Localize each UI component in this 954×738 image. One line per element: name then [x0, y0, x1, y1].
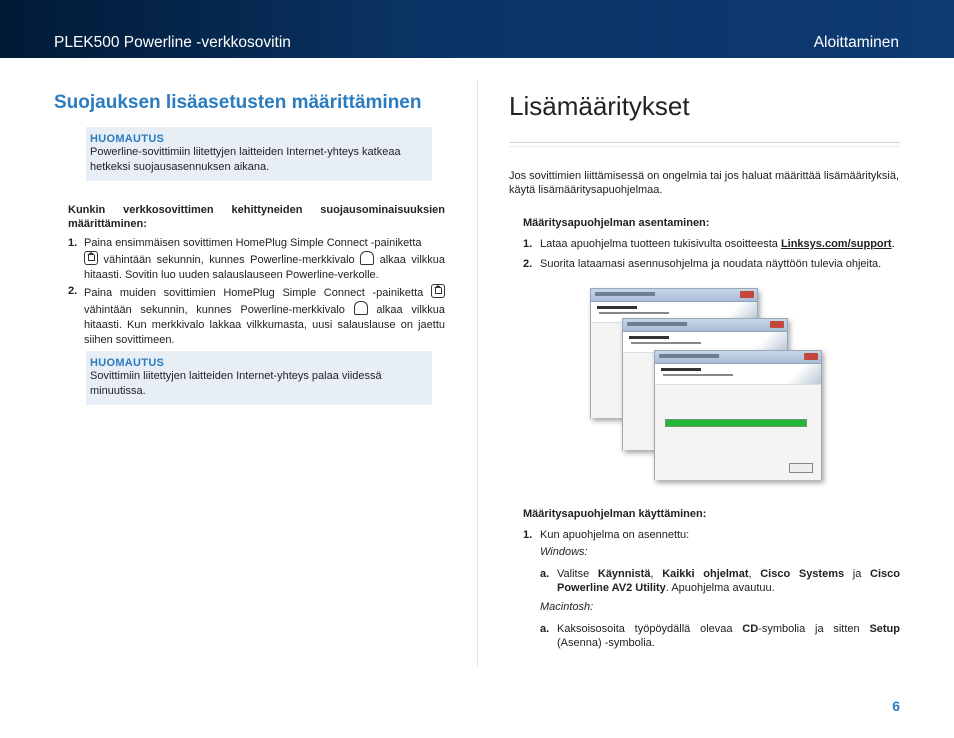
note-heading: HUOMAUTUS: [90, 357, 165, 369]
intro-paragraph: Jos sovittimien liittämisessä on ongelmia tai jos haluat määrittää lisämäärityksiä, käytä lisämääritysapuohjelmaa.: [509, 170, 900, 196]
page-header: [0, 0, 954, 58]
macintosh-label: Macintosh:: [540, 601, 594, 613]
header-product-title: PLEK500 Powerline -verkkosovitin: [54, 34, 291, 51]
list-item: a. Valitse Käynnistä, Kaikki ohjelmat, Cisco Systems ja Cisco Powerline AV2 Utility. Apuohjelma avautuu.: [540, 568, 900, 594]
cancel-button: [789, 463, 813, 473]
install-heading: Määritysapuohjelman asentaminen:: [523, 217, 710, 229]
list-item: 1. Lataa apuohjelma tuotteen tukisivulta osoitteesta Linksys.com/support.: [523, 238, 895, 250]
step-number: 2.: [68, 285, 78, 297]
note-box: [86, 127, 432, 181]
sub-step-letter: a.: [540, 568, 550, 580]
page-title: Lisämääritykset: [509, 91, 690, 121]
list-item: 2. Paina muiden sovittimien HomePlug Simple Connect -painiketta vähintään sekunnin, kunnes Powerline-merkkivalo alkaa vilkkua hitaasti. Kun merkkivalo lakkaa vilkkumasta, uusi salauslause on jaettu siihen sovittimeen.: [68, 285, 446, 346]
home-button-icon: [431, 284, 445, 298]
powerline-led-icon: [360, 251, 374, 265]
support-link[interactable]: Linksys.com/support: [780, 238, 892, 250]
install-progress-bar: [665, 419, 807, 427]
installer-screenshot: [586, 286, 822, 482]
list-item: 1. Kun apuohjelma on asennettu:: [523, 529, 690, 541]
step-number: 1.: [68, 237, 78, 249]
note-heading: HUOMAUTUS: [90, 133, 165, 145]
column-divider: [477, 80, 478, 666]
powerline-led-icon: [354, 301, 368, 315]
step-number: 2.: [523, 258, 533, 270]
list-item: 1. Paina ensimmäisen sovittimen HomePlug Simple Connect -painiketta vähintään sekunnin, kunnes Powerline-merkkivalo alkaa vilkkua hitaasti. Sovitin luo uuden salauslauseen Powerline-verkolle.: [68, 237, 445, 281]
note-text: Sovittimiin liitettyjen laitteiden Internet-yhteys palaa viidessä minuutissa.: [90, 370, 382, 397]
note-box: [86, 351, 432, 405]
intro-text: Kunkin verkkosovittimen kehittyneiden suojausominaisuuksien määrittäminen:: [68, 204, 445, 230]
windows-label: Windows:: [540, 546, 588, 558]
note-text: Powerline-sovittimiin liitettyjen laitteiden Internet-yhteys katkeaa hetkeksi suojausasennuksen aikana.: [90, 146, 401, 173]
step-number: 1.: [523, 529, 533, 541]
header-section-title: Aloittaminen: [813, 34, 899, 51]
page-number: 6: [892, 698, 900, 714]
home-button-icon: [84, 251, 98, 265]
list-item: a. Kaksoisosoita työpöydällä olevaa CD-symbolia ja sitten Setup (Asenna) -symbolia.: [540, 623, 900, 649]
usage-heading: Määritysapuohjelman käyttäminen:: [523, 508, 707, 520]
section-title: Suojauksen lisäasetusten määrittäminen: [54, 92, 422, 113]
installer-window-front: [654, 350, 822, 480]
title-rule: [509, 146, 900, 147]
title-rule: [509, 142, 900, 143]
step-number: 1.: [523, 238, 533, 250]
list-item: 2. Suorita lataamasi asennusohjelma ja noudata näyttöön tulevia ohjeita.: [523, 258, 882, 270]
sub-step-letter: a.: [540, 623, 550, 635]
